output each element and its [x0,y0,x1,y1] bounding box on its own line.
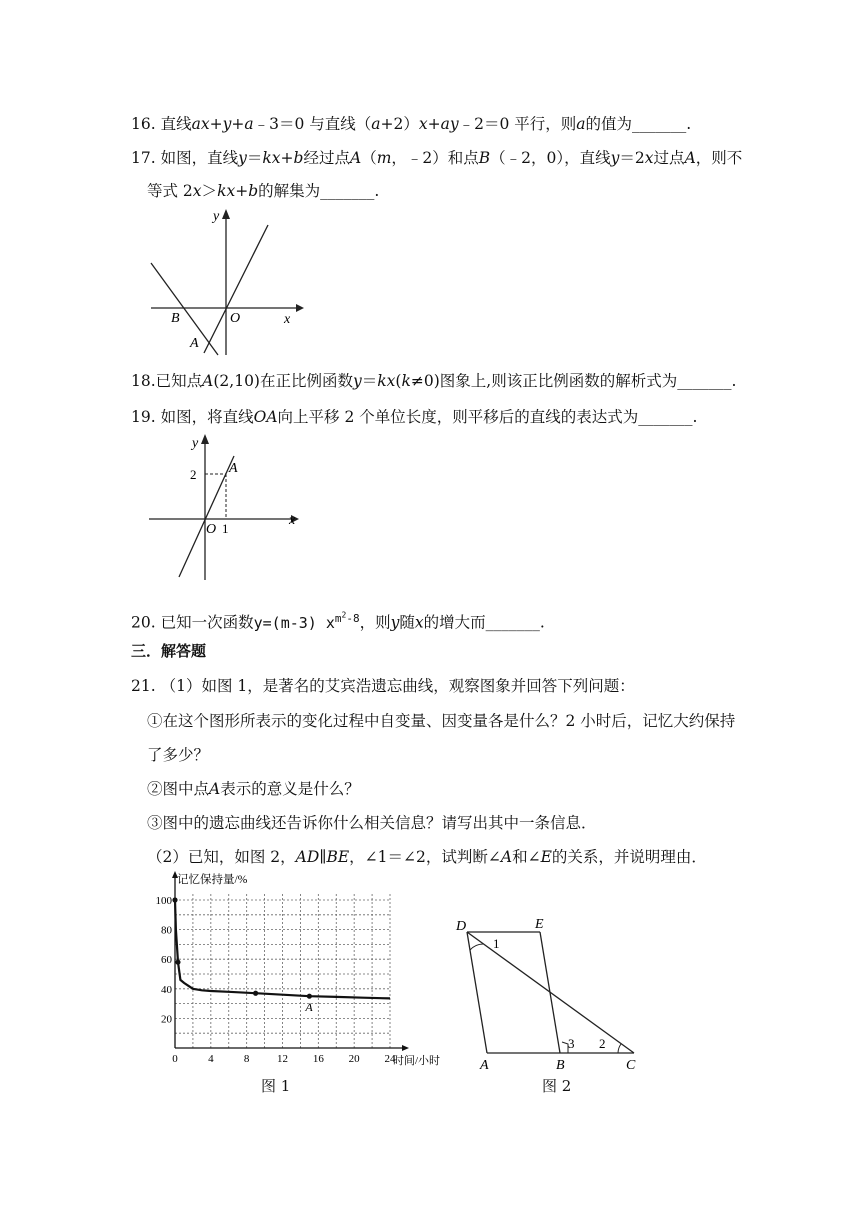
point-A-label: A [305,1000,313,1015]
label-3: 3 [568,1036,575,1051]
figure-2-caption: 图 2 [542,1077,572,1095]
question-17: 17. 如图，直线y＝kx+b经过点A（m，﹣2）和点B（﹣2，0），直线y＝2x过点A，则不 [131,149,743,167]
y-tick-label: 40 [161,983,172,996]
data-point [175,960,180,965]
data-point [253,991,258,996]
label-A: A [190,336,199,351]
label-2: 2 [190,467,197,482]
label-C: C [626,1058,636,1073]
y-tick-label: 20 [161,1013,172,1026]
x-tick-label: 24 [384,1053,396,1065]
x-tick-label: 4 [208,1053,214,1065]
y-axis-arrow [222,209,230,219]
x-axis-arrow [402,1045,409,1051]
q17-graph [146,205,306,360]
chart-points [172,897,312,998]
label-A: A [229,461,238,476]
label-E: E [535,917,544,932]
y-tick-label: 100 [155,895,172,907]
answer-blank: _______ [638,408,693,426]
figure-2-geometry [450,912,650,1072]
chart-xlabel: 时间/小时 [393,1055,441,1067]
q19-graph [146,432,306,584]
answer-blank: _______ [677,372,732,390]
label-B: B [171,311,180,326]
x-tick-label: 12 [277,1053,288,1065]
figure-1-caption: 图 1 [261,1077,291,1095]
question-18: 18.已知点A(2,10)在正比例函数y＝kx(k≠0)图象上,则该正比例函数的解析式为_______. [131,372,737,390]
question-20: 20. 已知一次函数y=(m-3) $x^{m^2-8}$，则y随x的增大而_______. [131,610,545,632]
answer-blank: _______ [485,613,540,632]
formula: y=(m-3) $x^{m^2-8}$ [253,610,360,632]
q21-part-2: （2）已知，如图 2，AD∥BE，∠1＝∠2，试判断∠A和∠E的关系，并说明理由． [147,848,707,866]
line-y-kx-b [151,263,218,355]
x-axis-arrow [296,304,304,312]
answer-blank: _______ [320,182,375,200]
y-tick-label: 60 [161,954,172,967]
label-1: 1 [222,521,229,536]
chart-axes [172,871,409,1051]
answer-blank: _______ [632,115,687,133]
angle-2-arc [618,1044,621,1053]
y-tick-label: 80 [161,924,172,937]
data-point [307,994,312,999]
label-2: 2 [599,1036,606,1051]
label-x: x [289,513,296,528]
x-tick-label: 0 [172,1053,178,1065]
question-16: 16. 直线ax+y+a﹣3＝0 与直线（a+2）x+ay﹣2＝0 平行，则a的值为_______. [131,115,692,133]
x-tick-label: 16 [312,1053,324,1065]
chart-ylabel: 记忆保持量/% [177,874,248,886]
label-A: A [480,1058,489,1073]
data-point [172,897,177,902]
label-y: y [213,209,220,224]
line-y-2x [204,225,268,353]
section-3-heading: 三．解答题 [131,642,207,660]
forgetting-curve-chart [145,868,441,1078]
label-O: O [230,311,241,326]
question-21: 21. （1）如图 1，是著名的艾宾浩遗忘曲线，观察图象并回答下列问题： [131,677,635,695]
label-O: O [206,522,217,537]
angle-1-arc [470,944,483,950]
q21-sub-1: ①在这个图形所表示的变化过程中自变量、因变量各是什么？2 小时后，记忆大约保持 [147,712,736,730]
q21-sub-2: ②图中点A表示的意义是什么？ [147,780,360,798]
label-D: D [456,919,467,934]
label-y: y [192,436,199,451]
q21-sub-3: ③图中的遗忘曲线还告诉你什么相关信息？请写出其中一条信息． [147,814,597,832]
label-x: x [284,312,291,327]
segment-AD [467,932,487,1053]
question-19: 19. 如图，将直线OA向上平移 2 个单位长度，则平移后的直线的表达式为_______. [131,408,698,426]
label-B: B [556,1058,565,1073]
y-axis-arrow [201,434,209,444]
chart-ticks [156,895,397,1065]
q21-sub-1-cont: 了多少？ [147,746,210,764]
label-1: 1 [493,936,500,951]
question-17-line-2: 等式 2x＞kx+b的解集为_______. [147,182,380,200]
chart-grid [175,893,390,1048]
x-tick-label: 20 [348,1053,360,1065]
x-tick-label: 8 [243,1053,250,1065]
